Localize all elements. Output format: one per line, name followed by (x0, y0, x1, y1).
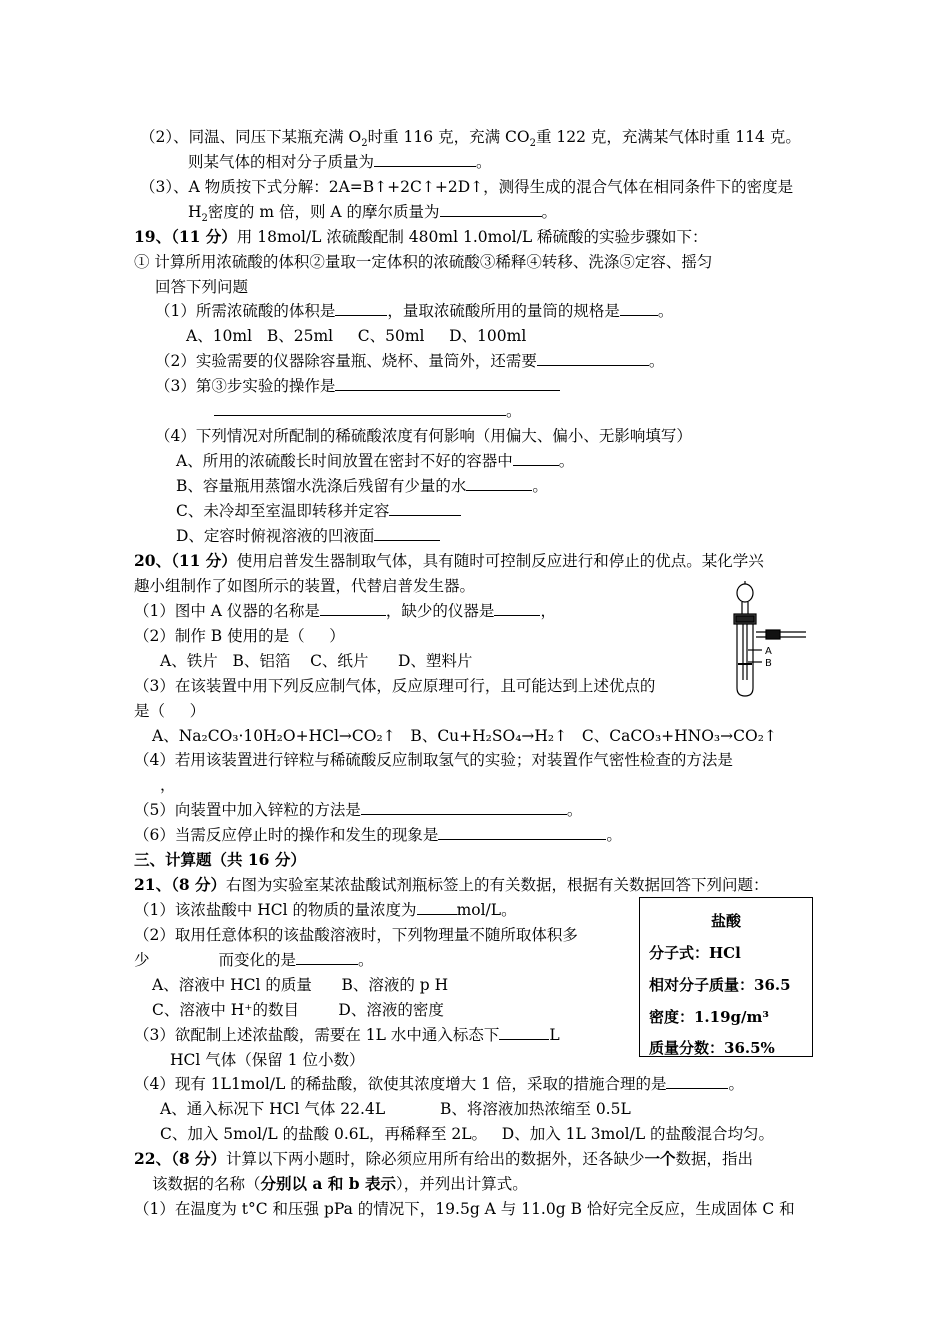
apparatus-figure (718, 580, 808, 700)
label-b: B (765, 658, 772, 669)
q21-part4-option-a: A、通入标况下 HCl 气体 22.4L (160, 1100, 386, 1118)
q20-part6: （6）当需反应停止时的操作和发生的现象是 。 (134, 826, 622, 844)
funnel-bulb (737, 584, 753, 602)
q21-part3: （3）欲配制上述浓盐酸，需要在 1L 水中通入标态下 L (134, 1026, 560, 1044)
q19-part3-line2: 。 (214, 401, 522, 421)
q20-part4-line2: ， (160, 776, 176, 794)
q21-part1: （1）该浓盐酸中 HCl 的物质的量浓度为 mol/L。 (134, 901, 517, 919)
label-a: A (765, 646, 772, 657)
q21-part3-line2: HCl 气体（保留 1 位小数） (170, 1051, 365, 1069)
q21-part2-options2: C、溶液中 H⁺的数目 D、溶液的密度 (152, 1001, 444, 1019)
q20-part2: （2）制作 B 使用的是（ ） (134, 627, 345, 645)
section3-heading: 三、计算题（共 16 分） (134, 850, 306, 869)
label-density: 密度：1.19g/m³ (649, 1008, 769, 1026)
q19-part4: （4）下列情况对所配制的稀硫酸浓度有何影响（用偏大、偏小、无影响填写） (155, 427, 692, 445)
q18-part2-line1: （2）、同温、同压下某瓶充满 $O_2$时重 116 克，充满 $CO_2$重 122 克，充满某气体时重 114 克。 (140, 128, 801, 150)
q20-title: 20、（11 分）使用启普发生器制取气体，具有随时可控制反应进行和停止的优点。某化学兴 (134, 551, 764, 570)
reagent-label (639, 897, 813, 1057)
q20-part1: （1）图中 A 仪器的名称是 ，缺少的仪器是 ， (134, 602, 556, 620)
answer-blank[interactable] (374, 526, 440, 541)
q21-title: 21、（8 分）右图为实验室某浓盐酸试剂瓶标签上的有关数据，根据有关数据回答下列问题： (134, 875, 769, 894)
answer-blank[interactable] (389, 501, 461, 516)
q19-steps: ① 计算所用浓硫酸的体积②量取一定体积的浓硫酸③稀释④转移、洗涤⑤定容、摇匀 (134, 253, 713, 271)
q21-part4-option-b: B、将溶液加热浓缩至 0.5L (440, 1100, 631, 1118)
label-name: 盐酸 (710, 912, 741, 930)
label-mass-fraction: 质量分数：36.5% (649, 1039, 775, 1057)
answer-blank[interactable] (438, 825, 606, 840)
answer-blank[interactable] (537, 351, 649, 366)
answer-blank[interactable] (335, 376, 560, 391)
q21-part2: （2）取用任意体积的该盐酸溶液时，下列物理量不随所取体积多 (134, 926, 578, 944)
answer-blank[interactable] (499, 1025, 549, 1040)
q18-part3-line1: （3）、A 物质按下式分解：2A=B↑+2C↑+2D↑，测得生成的混合气体在相同条件下的密度是 (140, 178, 794, 196)
answer-blank[interactable] (320, 601, 386, 616)
q20-part3: （3）在该装置中用下列反应制气体，反应原理可行，且可能达到上述优点的 (134, 677, 656, 695)
q18-part3-line2: $H_2$密度的 m 倍，则 A 的摩尔质量为 。 (188, 203, 558, 225)
q20-title-line2: 趣小组制作了如图所示的装置，代替启普发生器。 (134, 577, 476, 595)
q19-part3: （3）第③步实验的操作是 (155, 376, 560, 396)
answer-blank[interactable] (214, 401, 506, 416)
q22-title-line2: 该数据的名称（分别以 a 和 b 表示），并列出计算式。 (152, 1174, 528, 1193)
q19-part1-options: A、10ml B、25ml C、50ml D、100ml (186, 327, 527, 345)
answer-blank[interactable] (335, 301, 387, 316)
answer-blank[interactable] (620, 301, 658, 316)
q19-title: 19、（11 分）用 18mol/L 浓硫酸配制 480ml 1.0mol/L 稀硫酸的实验步骤如下： (134, 227, 708, 246)
q19-part4-b: B、容量瓶用蒸馏水洗涤后残留有少量的水 。 (176, 477, 548, 495)
answer-blank[interactable] (513, 451, 559, 466)
answer-blank[interactable] (374, 152, 476, 167)
q19-part1: （1）所需浓硫酸的体积是 ，量取浓硫酸所用的量筒的规格是 。 (155, 302, 674, 320)
q19-part4-a: A、所用的浓硫酸长时间放置在密封不好的容器中 。 (176, 452, 575, 470)
answer-blank[interactable] (296, 950, 358, 965)
q21-part2-options1: A、溶液中 HCl 的质量 B、溶液的 p H (152, 976, 449, 994)
answer-blank[interactable] (417, 900, 457, 915)
answer-blank[interactable] (666, 1074, 728, 1089)
q21-part2-line2: 少 而变化的是 。 (134, 951, 374, 969)
answer-blank[interactable] (361, 800, 567, 815)
q20-part4: （4）若用该装置进行锌粒与稀硫酸反应制取氢气的实验；对装置作气密性检查的方法是 (134, 751, 733, 769)
answer-blank[interactable] (440, 202, 542, 217)
answer-blank[interactable] (494, 601, 540, 616)
label-molar-mass: 相对分子质量：36.5 (649, 976, 791, 994)
q22-part1: （1）在温度为 t°C 和压强 pPa 的情况下，19.5g A 与 11.0g B 恰好完全反应，生成固体 C 和 (134, 1200, 795, 1218)
q22-title: 22、（8 分）计算以下两小题时，除必须应用所有给出的数据外，还各缺少一个数据，指出 (134, 1149, 754, 1168)
q20-part3-line2: 是（ ） (134, 702, 206, 720)
answer-blank[interactable] (466, 476, 532, 491)
q19-part4-d: D、定容时俯视溶液的凹液面 (176, 526, 440, 546)
q20-part2-options: A、铁片 B、铝箔 C、纸片 D、塑料片 (160, 652, 473, 670)
q20-part3-options: A、Na₂CO₃·10H₂O+HCl→CO₂↑ B、Cu+H₂SO₄→H₂↑ C、CaCO₃+HNO₃→CO₂↑ (152, 727, 777, 745)
label-formula: 分子式：HCl (649, 944, 741, 962)
q21-part4-options-cd: C、加入 5mol/L 的盐酸 0.6L，再稀释至 2L。 D、加入 1L 3mol/L 的盐酸混合均匀。 (160, 1125, 775, 1143)
q19-part4-c: C、未冷却至室温即转移并定容 (176, 501, 461, 521)
q18-part2-line2: 则某气体的相对分子质量为 。 (188, 153, 492, 171)
q21-part4: （4）现有 1L1mol/L 的稀盐酸，欲使其浓度增大 1 倍，采取的措施合理的是 。 (134, 1075, 744, 1093)
clamp (766, 630, 780, 639)
q19-answer-prompt: 回答下列问题 (155, 278, 249, 296)
q19-part2: （2）实验需要的仪器除容量瓶、烧杯、量筒外，还需要 。 (155, 352, 665, 370)
q20-part5: （5）向装置中加入锌粒的方法是 。 (134, 801, 583, 819)
